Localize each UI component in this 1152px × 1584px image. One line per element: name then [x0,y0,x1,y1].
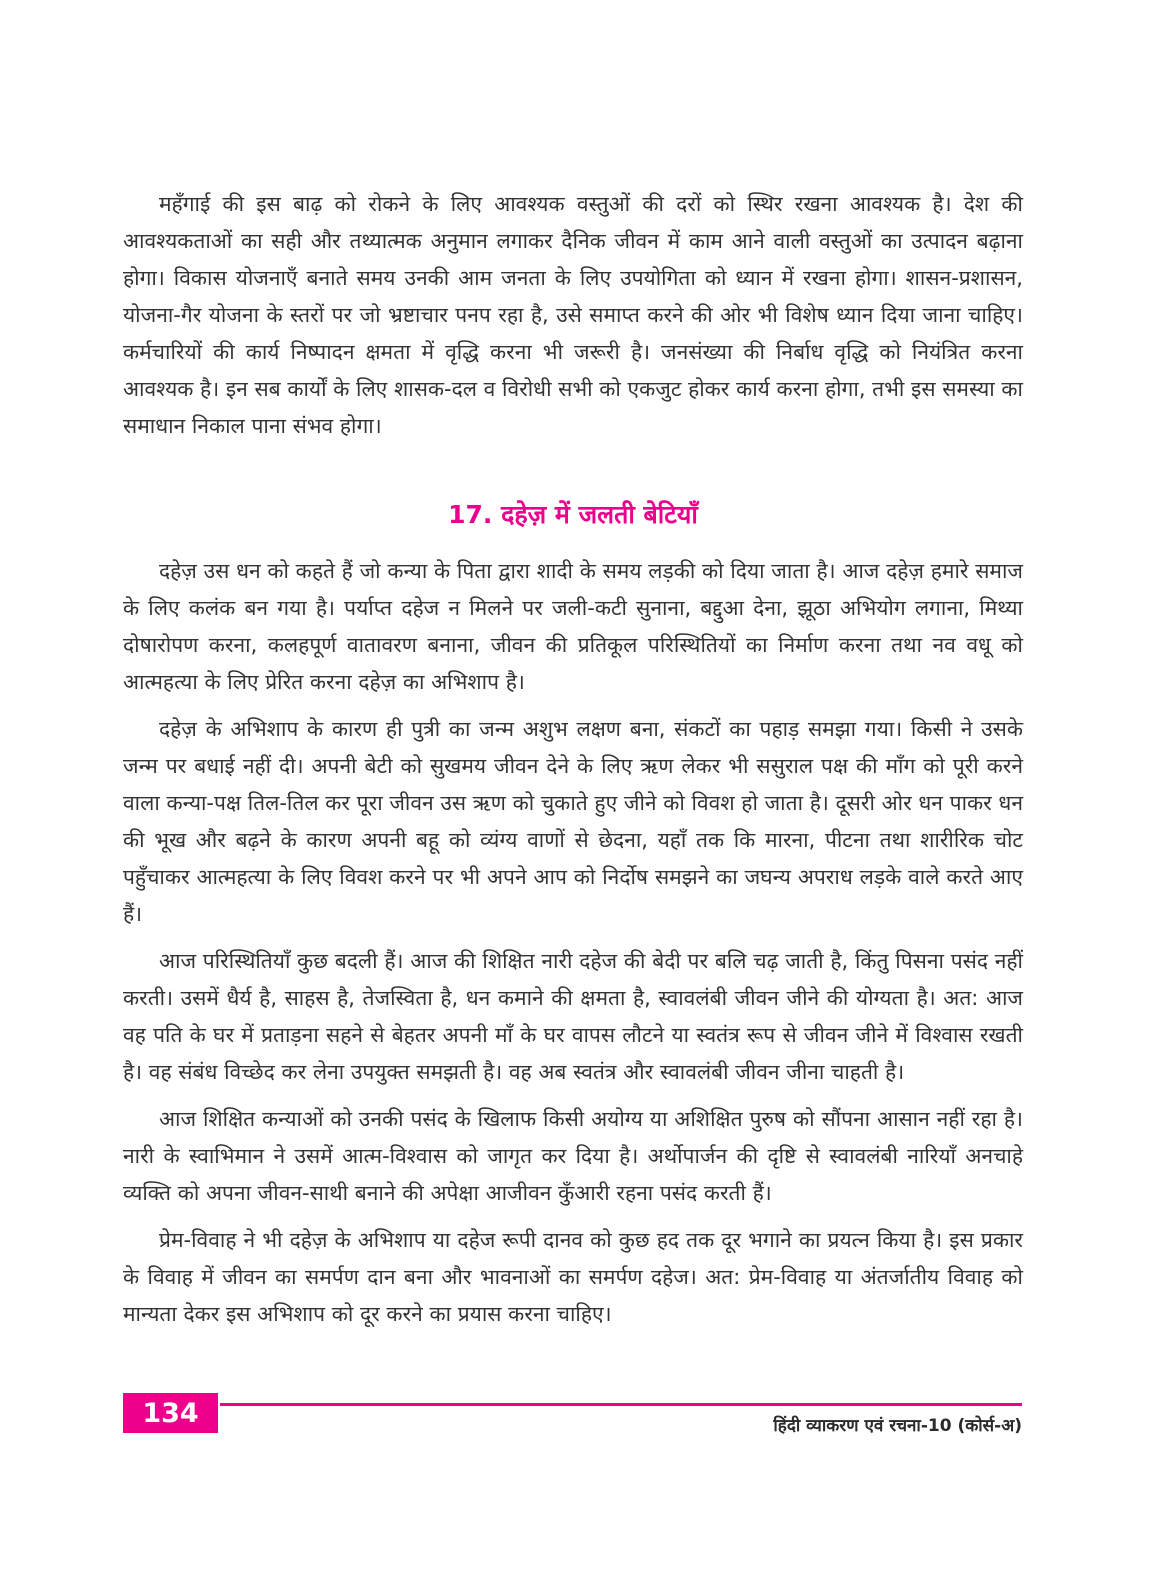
page-number-box [123,1393,218,1433]
essay-paragraph: दहेज़ उस धन को कहते हैं जो कन्या के पिता द्वारा शादी के समय लड़की को दिया जाता है। आज दहेज़ हमारे समाज के लिए कलंक बन गया है। पर्याप्त दहेज न मिलने पर जली-कटी सुनाना, बद्दुआ देना, झूठा अभियोग लगाना, मिथ्या दोषारोपण करना, कलहपूर्ण वातावरण बनाना, जीवन की प्रतिकूल परिस्थितियों का निर्माण करना तथा नव वधू को आत्महत्या के लिए प्रेरित करना दहेज़ का अभिशाप है। [123,559,1023,694]
essay-paragraph: आज परिस्थितियाँ कुछ बदली हैं। आज की शिक्षित नारी दहेज की बेदी पर बलि चढ़ जाती है, किंतु पिसना पसंद नहीं करती। उसमें धैर्य है, साहस है, तेजस्विता है, धन कमाने की क्षमता है, स्वावलंबी जीवन जीने की योग्यता है। अत: आज वह पति के घर में प्रताड़ना सहने से बेहतर अपनी माँ के घर वापस लौटने या स्वतंत्र रूप से जीवन जीने में विश्वास रखती है। वह संबंध विच्छेद कर लेना उपयुक्त समझती है। वह अब स्वतंत्र और स्वावलंबी जीवन जीना चाहती है। [123,949,1023,1084]
footer-rule [220,1403,1022,1406]
page-footer [123,1393,1022,1436]
essay-paragraph: आज शिक्षित कन्याओं को उनकी पसंद के खिलाफ किसी अयोग्य या अशिक्षित पुरुष को सौंपना आसान नहीं रहा है। नारी के स्वाभिमान ने उसमें आत्म-विश्वास को जागृत कर दिया है। अर्थोपार्जन की दृष्टि से स्वावलंबी नारियाँ अनचाहे व्यक्ति को अपना जीवन-साथी बनाने की अपेक्षा आजीवन कुँआरी रहना पसंद करती हैं। [123,1107,1023,1205]
essay-paragraph: प्रेम-विवाह ने भी दहेज़ के अभिशाप या दहेज रूपी दानव को कुछ हद तक दूर भगाने का प्रयत्न किया है। इस प्रकार के विवाह में जीवन का समर्पण दान बना और भावनाओं का समर्पण दहेज। अत: प्रेम-विवाह या अंतर्जातीय विवाह को मान्यता देकर इस अभिशाप को दूर करने का प्रयास करना चाहिए। [123,1228,1023,1326]
essay-paragraph: दहेज़ के अभिशाप के कारण ही पुत्री का जन्म अशुभ लक्षण बना, संकटों का पहाड़ समझा गया। किसी ने उसके जन्म पर बधाई नहीं दी। अपनी बेटी को सुखमय जीवन देने के लिए ऋण लेकर भी ससुराल पक्ष की माँग को पूरी करने वाला कन्या-पक्ष तिल-तिल कर पूरा जीवन उस ऋण को चुकाते हुए जीने को विवश हो जाता है। दूसरी ओर धन पाकर धन की भूख और बढ़ने के कारण अपनी बहू को व्यंग्य वाणों से छेदना, यहाँ तक कि मारना, पीटना तथा शारीरिक चोट पहुँचाकर आत्महत्या के लिए विवश करने पर भी अपने आप को निर्दोष समझने का जघन्य अपराध लड़के वाले करते आए हैं। [123,717,1023,926]
page-number: 134 [142,1397,199,1429]
essay-heading: 17. दहेज़ में जलती बेटियाँ [448,500,698,529]
footer-right [220,1393,1022,1436]
page-content [123,186,1023,1343]
book-title: हिंदी व्याकरण एवं रचना-10 (कोर्स-अ) [773,1416,1022,1436]
intro-paragraph: महँगाई की इस बाढ़ को रोकने के लिए आवश्यक वस्तुओं की दरों को स्थिर रखना आवश्यक है। देश की आवश्यकताओं का सही और तथ्यात्मक अनुमान लगाकर दैनिक जीवन में काम आने वाली वस्तुओं का उत्पादन बढ़ाना होगा। विकास योजनाएँ बनाते समय उनकी आम जनता के लिए उपयोगिता को ध्यान में रखना होगा। शासन-प्रशासन, योजना-गैर योजना के स्तरों पर जो भ्रष्टाचार पनप रहा है, उसे समाप्त करने की ओर भी विशेष ध्यान दिया जाना चाहिए। कर्मचारियों की कार्य निष्पादन क्षमता में वृद्धि करना भी जरूरी है। जनसंख्या की निर्बाध वृद्धि को नियंत्रित करना आवश्यक है। इन सब कार्यों के लिए शासक-दल व विरोधी सभी को एकजुट होकर कार्य करना होगा, तभी इस समस्या का समाधान निकाल पाना संभव होगा। [123,192,1023,438]
